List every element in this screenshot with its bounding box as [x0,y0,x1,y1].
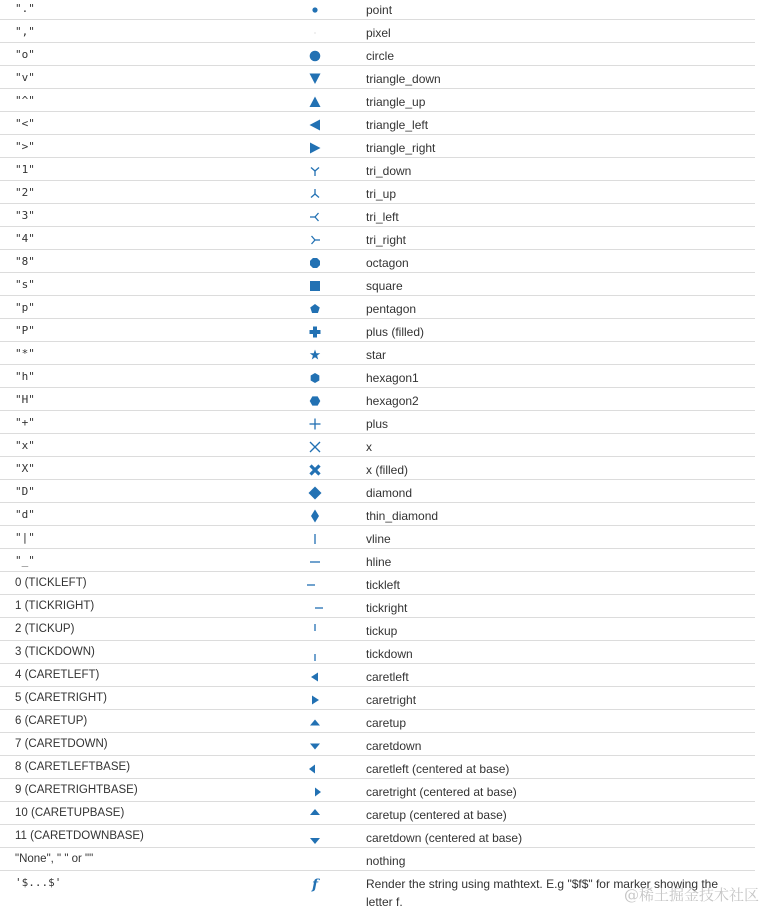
marker-description: caretdown (centered at base) [366,831,523,845]
plus-filled-marker-icon [305,322,325,342]
marker-description: circle [366,49,395,63]
caretright-marker-icon [305,690,325,710]
table-row [0,802,755,825]
marker-description: triangle_down [366,72,441,86]
marker-code: "v" [15,71,35,84]
marker-code: 3 (TICKDOWN) [15,646,95,658]
marker-code: ">" [15,140,35,153]
marker-description: tickdown [366,647,413,661]
marker-code: 11 (CARETDOWNBASE) [15,830,144,842]
marker-code: "8" [15,255,35,268]
marker-code: '$...$' [15,876,62,889]
triangle-up-marker-icon [305,92,325,112]
mathtext-f-marker-icon [305,874,325,894]
marker-description: tickright [366,601,408,615]
marker-description: caretleft (centered at base) [366,762,510,776]
table-row [0,457,755,480]
marker-description: square [366,279,403,293]
table-row [0,756,755,779]
pentagon-marker-icon [305,299,325,319]
marker-description: tri_up [366,187,397,201]
table-row [0,595,755,618]
table-row [0,250,755,273]
marker-code: 5 (CARETRIGHT) [15,692,107,704]
tri-down-marker-icon [305,161,325,181]
caretleftbase-marker-icon [305,759,325,779]
tri-left-marker-icon [305,207,325,227]
marker-code: 4 (CARETLEFT) [15,669,100,681]
hexagon2-marker-icon [305,391,325,411]
marker-code: 8 (CARETLEFTBASE) [15,761,131,773]
marker-code: 7 (CARETDOWN) [15,738,108,750]
none-marker-icon [305,851,325,871]
table-row [0,572,755,595]
marker-code: "D" [15,485,35,498]
marker-description: triangle_up [366,95,426,109]
x-filled-marker-icon [305,460,325,480]
table-row [0,20,755,43]
triangle-left-marker-icon [305,115,325,135]
marker-description: caretright (centered at base) [366,785,517,799]
tickup-marker-icon [305,621,325,641]
watermark: @稀土掘金技术社区 [623,886,759,904]
marker-description: pentagon [366,302,417,316]
table-row [0,825,755,848]
point-marker-icon [305,0,325,20]
svg-text:f: f [311,877,319,893]
tickdown-marker-icon [305,644,325,664]
marker-description: caretdown [366,739,422,753]
marker-description: triangle_right [366,141,436,155]
marker-code: "." [15,2,35,15]
marker-code: 2 (TICKUP) [15,623,75,635]
marker-code: "^" [15,94,35,107]
marker-code: 10 (CARETUPBASE) [15,807,125,819]
marker-description: point [366,3,393,17]
marker-code: "<" [15,117,35,130]
marker-code: "d" [15,508,35,521]
marker-description: Render the string using mathtext. E.g "$f$" for marker showing the letter f. [366,877,719,909]
marker-code: "+" [15,416,35,429]
marker-code: "1" [15,163,35,176]
vline-marker-icon [305,529,325,549]
octagon-marker-icon [305,253,325,273]
table-row [0,89,755,112]
triangle-down-marker-icon [305,69,325,89]
marker-code: 0 (TICKLEFT) [15,577,87,589]
table-row [0,503,755,526]
star-marker-icon [305,345,325,365]
caretupbase-marker-icon [305,805,325,825]
tri-up-marker-icon [305,184,325,204]
marker-code: "|" [15,531,35,544]
caretleft-marker-icon [305,667,325,687]
table-row [0,227,755,250]
caretdownbase-marker-icon [305,828,325,848]
table-row [0,296,755,319]
table-row [0,319,755,342]
table-row [0,181,755,204]
plus-marker-icon [305,414,325,434]
table-row [0,388,755,411]
marker-description: tickup [366,624,398,638]
table-row [0,549,755,572]
table-row [0,710,755,733]
table-row [0,480,755,503]
thin-diamond-marker-icon [305,506,325,526]
marker-code: "," [15,25,35,38]
triangle-right-marker-icon [305,138,325,158]
table-row [0,112,755,135]
marker-code: "P" [15,324,35,337]
marker-code: "h" [15,370,35,383]
marker-description: tri_left [366,210,399,224]
table-row [0,779,755,802]
table-row [0,135,755,158]
marker-description: hline [366,555,392,569]
table-row [0,411,755,434]
table-row [0,618,755,641]
table-row [0,687,755,710]
caretdown-marker-icon [305,736,325,756]
marker-description: caretleft [366,670,409,684]
marker-code: "o" [15,48,35,61]
marker-description: caretright [366,693,417,707]
marker-code: 6 (CARETUP) [15,715,88,727]
marker-description: diamond [366,486,413,500]
marker-code: "*" [15,347,35,360]
marker-code: "None", " " or "" [15,853,94,865]
marker-code: "_" [15,554,35,567]
table-row [0,365,755,388]
marker-code: "p" [15,301,35,314]
caretup-marker-icon [305,713,325,733]
x-marker-icon [305,437,325,457]
marker-code: "H" [15,393,35,406]
marker-description: tickleft [366,578,401,592]
table-row [0,733,755,756]
table-row [0,43,755,66]
tri-right-marker-icon [305,230,325,250]
marker-description: pixel [366,26,391,40]
marker-description: tri_right [366,233,407,247]
marker-description: octagon [366,256,409,270]
marker-code: "X" [15,462,35,475]
marker-code: "x" [15,439,35,452]
marker-code: "3" [15,209,35,222]
marker-description: vline [366,532,391,546]
marker-code: 9 (CARETRIGHTBASE) [15,784,138,796]
marker-description: star [366,348,387,362]
hline-marker-icon [305,552,325,572]
table-row [0,526,755,549]
circle-marker-icon [305,46,325,66]
marker-description: plus [366,417,389,431]
marker-description: caretup [366,716,407,730]
marker-code: "s" [15,278,35,291]
marker-description: hexagon1 [366,371,419,385]
table-row [0,664,755,687]
table-row [0,848,755,871]
pixel-marker-icon [305,23,325,43]
marker-description: x (filled) [366,463,409,477]
table-row [0,158,755,181]
marker-code: 1 (TICKRIGHT) [15,600,95,612]
marker-description: triangle_left [366,118,429,132]
marker-description: plus (filled) [366,325,425,339]
marker-code: "2" [15,186,35,199]
table-row [0,434,755,457]
square-marker-icon [305,276,325,296]
hexagon1-marker-icon [305,368,325,388]
marker-description: x [366,440,372,454]
marker-description: nothing [366,854,406,868]
table-row [0,342,755,365]
table-row [0,0,755,20]
marker-description: thin_diamond [366,509,439,523]
table-row [0,641,755,664]
table-row [0,66,755,89]
diamond-marker-icon [305,483,325,503]
tickright-marker-icon [305,598,325,618]
caretrightbase-marker-icon [305,782,325,802]
marker-description: hexagon2 [366,394,419,408]
marker-description: tri_down [366,164,412,178]
marker-code: "4" [15,232,35,245]
marker-description: caretup (centered at base) [366,808,507,822]
table-row [0,204,755,227]
table-row [0,273,755,296]
tickleft-marker-icon [305,575,325,595]
